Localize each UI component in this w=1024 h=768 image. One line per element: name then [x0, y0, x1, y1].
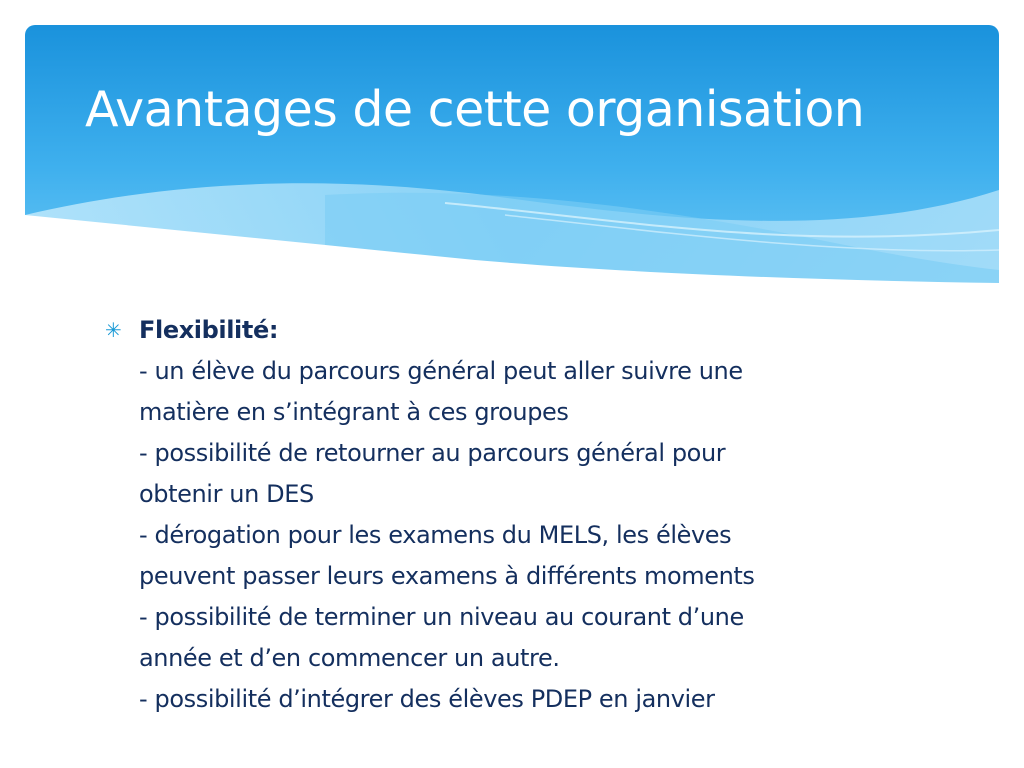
bullet-heading: Flexibilité:: [139, 316, 279, 344]
asterisk-bullet-icon: ✳: [105, 320, 122, 342]
bullet-line: - possibilité de retourner au parcours général pour: [139, 439, 726, 467]
bullet-line: peuvent passer leurs examens à différents moments: [139, 562, 755, 590]
bullet-line: - possibilité de terminer un niveau au courant d’une: [139, 603, 744, 631]
slide-title: Avantages de cette organisation: [85, 81, 865, 138]
bullet-line: - possibilité d’intégrer des élèves PDEP en janvier: [139, 685, 715, 713]
bullet-line: - un élève du parcours général peut aller suivre une: [139, 357, 743, 385]
wave-banner-graphic: [25, 25, 999, 285]
bullet-item: [139, 310, 919, 720]
bullet-line: - dérogation pour les examens du MELS, les élèves: [139, 521, 732, 549]
bullet-line: année et d’en commencer un autre.: [139, 644, 560, 672]
bullet-line: matière en s’intégrant à ces groupes: [139, 398, 569, 426]
title-banner: [25, 25, 999, 285]
bullet-line: obtenir un DES: [139, 480, 314, 508]
